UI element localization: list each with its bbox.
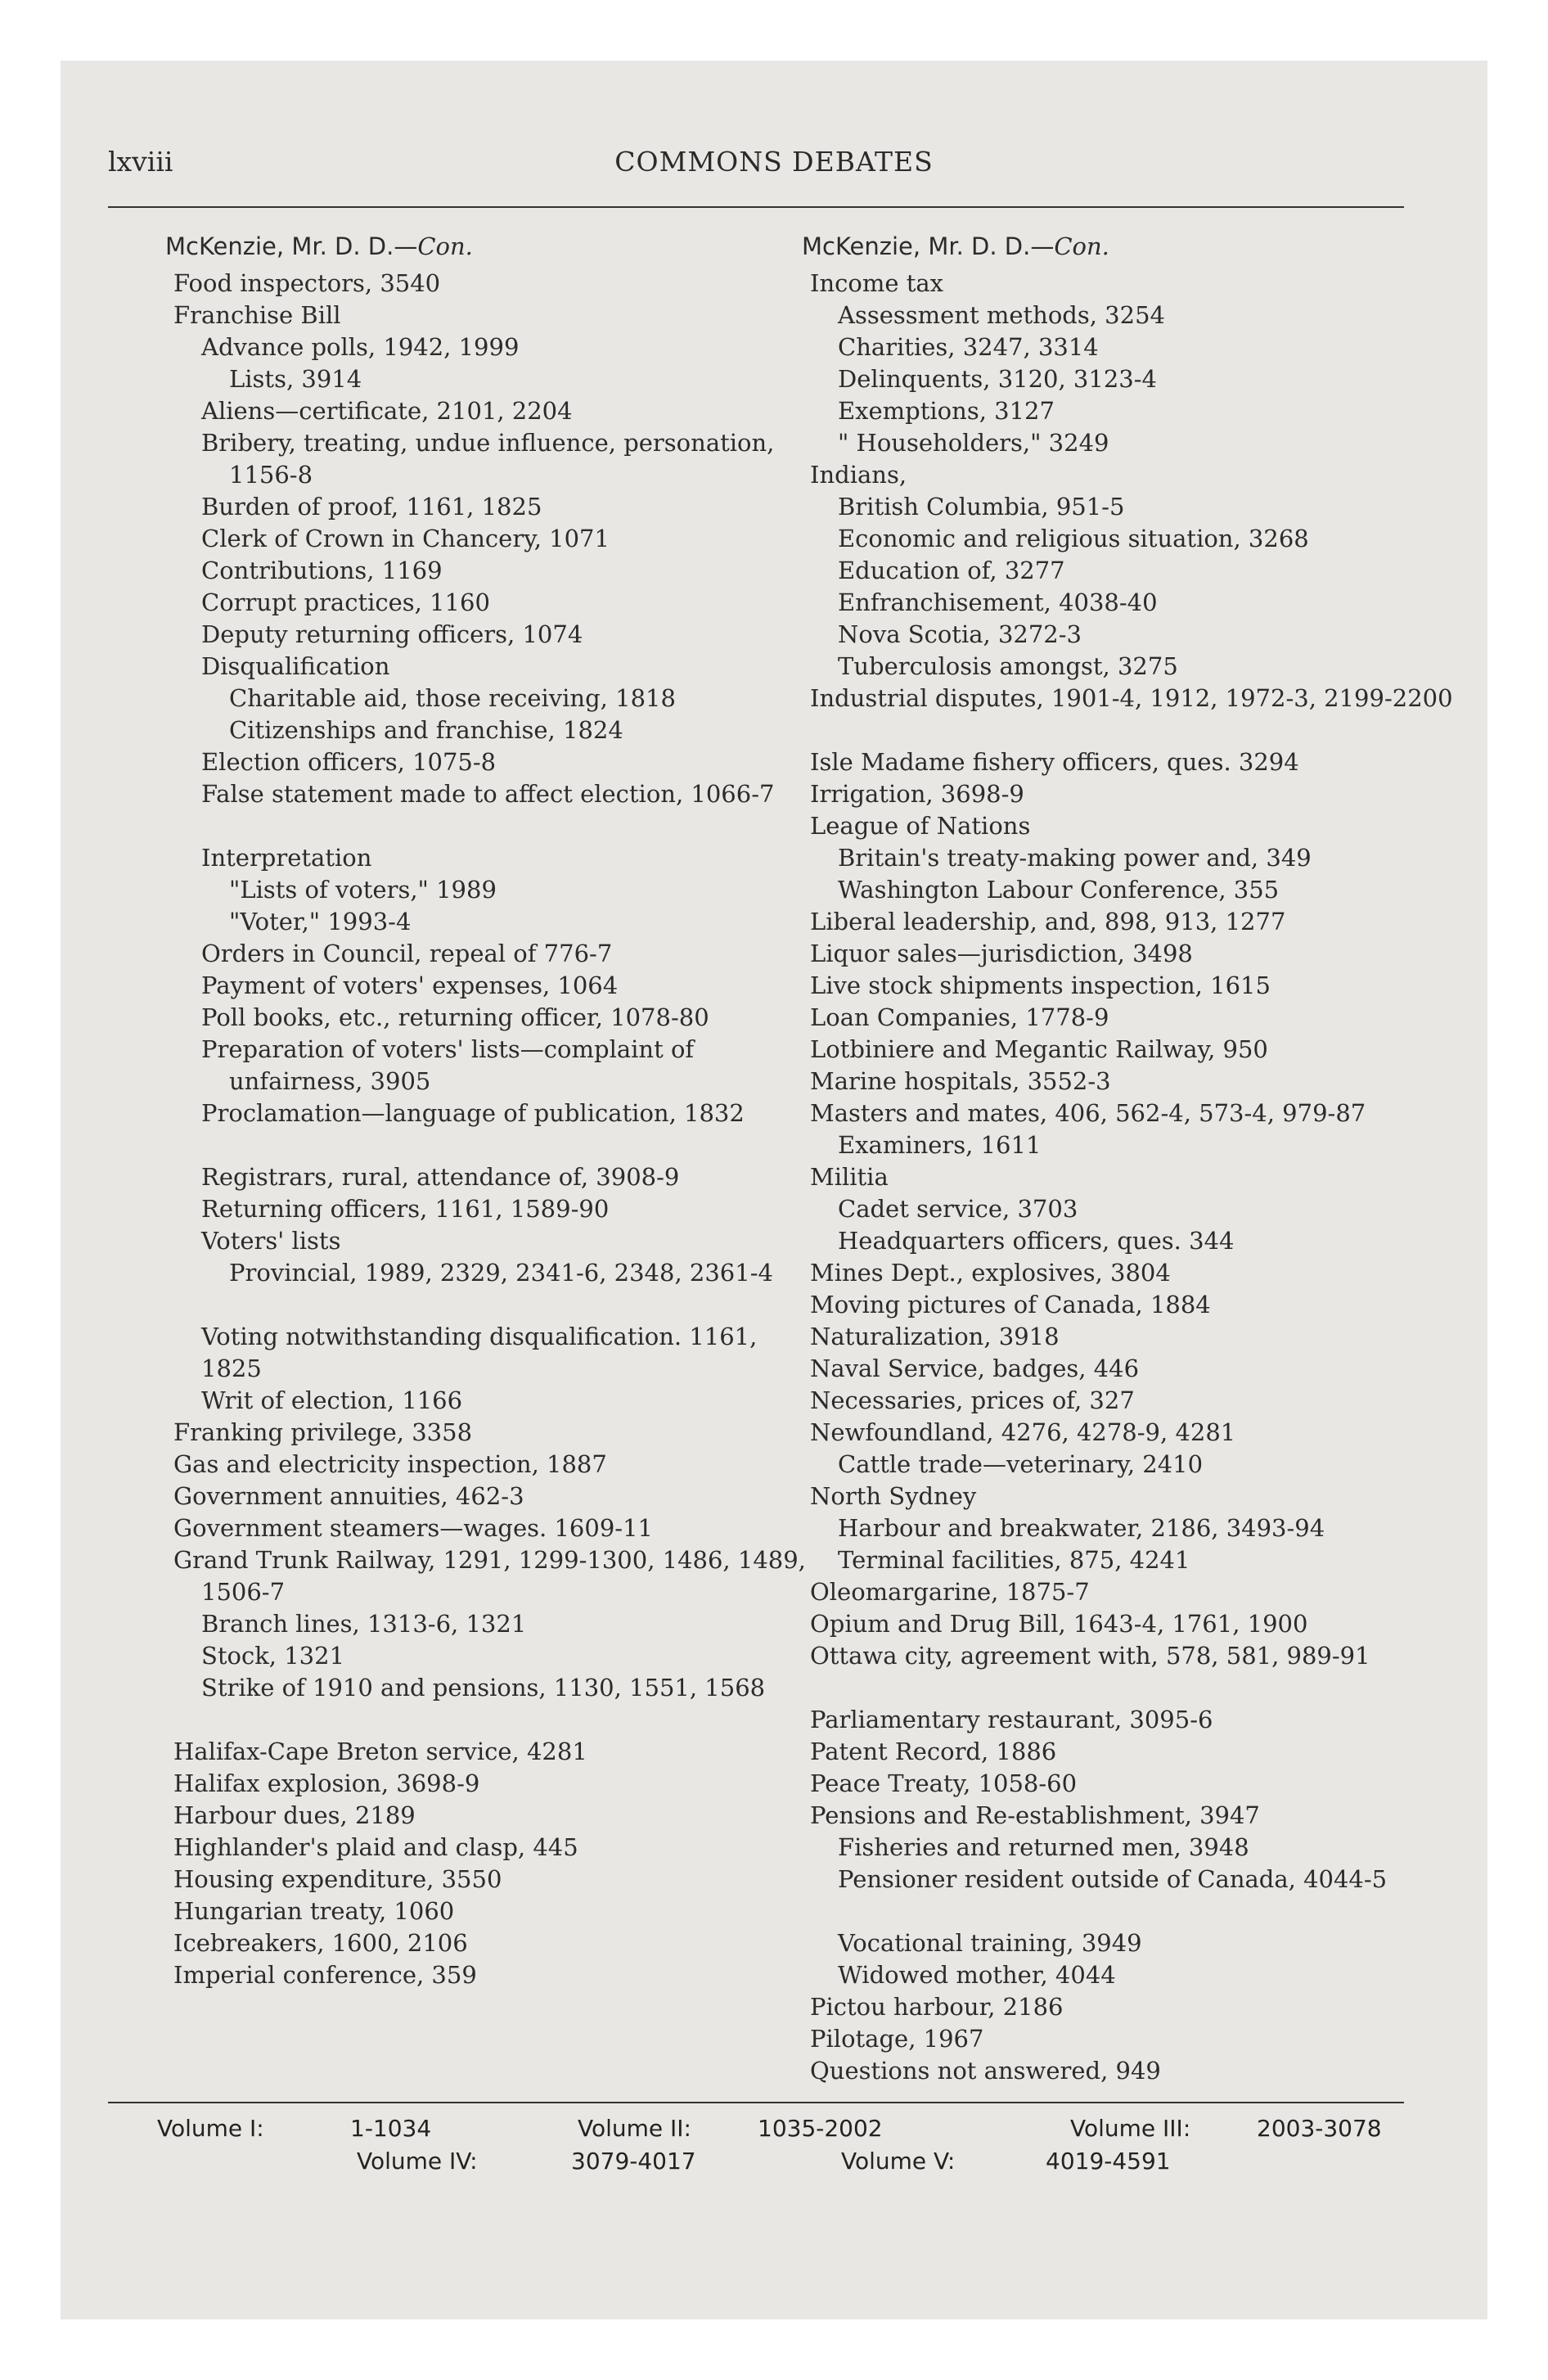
index-entry: Peace Treaty, 1058-60: [810, 1769, 1078, 1797]
volume-5-label: Volume V:: [841, 2148, 956, 2175]
index-entry: Newfoundland, 4276, 4278-9, 4281: [810, 1418, 1236, 1446]
index-entry: Strike of 1910 and pensions, 1130, 1551, 1568: [201, 1674, 766, 1702]
index-entry: Tuberculosis amongst, 3275: [838, 652, 1178, 680]
index-entry: Citizenships and franchise, 1824: [229, 716, 623, 744]
index-entry: Advance polls, 1942, 1999: [201, 333, 520, 361]
index-entry: Terminal facilities, 875, 4241: [838, 1546, 1190, 1574]
index-entry: Industrial disputes, 1901-4, 1912, 1972-3, 2199-2200: [810, 684, 1453, 712]
index-entry: Lists, 3914: [229, 365, 362, 393]
volume-3-range: 2003-3078: [1257, 2115, 1382, 2142]
index-entry: Vocational training, 3949: [838, 1929, 1142, 1957]
index-entry: Franking privilege, 3358: [173, 1418, 473, 1446]
index-entry: Naval Service, badges, 446: [810, 1355, 1140, 1382]
page-title: COMMONS DEBATES: [614, 146, 934, 178]
index-entry: Opium and Drug Bill, 1643-4, 1761, 1900: [810, 1610, 1308, 1638]
index-entry: Charitable aid, those receiving, 1818: [229, 684, 676, 712]
index-entry: Poll books, etc., returning officer, 1078-80: [201, 1003, 709, 1031]
volume-5-range: 4019-4591: [1046, 2148, 1171, 2175]
index-entry: Harbour and breakwater, 2186, 3493-94: [838, 1514, 1325, 1542]
volume-1-range: 1-1034: [350, 2115, 432, 2142]
index-entry: Provincial, 1989, 2329, 2341-6, 2348, 2361-4: [229, 1259, 773, 1287]
right-column-heading: [802, 232, 1109, 260]
index-entry: False statement made to affect election, 1066-7: [201, 780, 775, 808]
volume-1-label: Volume I:: [157, 2115, 264, 2142]
index-entry: Education of, 3277: [838, 557, 1065, 584]
index-entry: Assessment methods, 3254: [838, 301, 1165, 329]
index-entry: Naturalization, 3918: [810, 1323, 1060, 1350]
index-entry: Liquor sales—jurisdiction, 3498: [810, 940, 1193, 967]
index-entry: Pilotage, 1967: [810, 2025, 984, 2053]
index-entry: British Columbia, 951-5: [838, 493, 1125, 521]
index-entry: Housing expenditure, 3550: [173, 1865, 502, 1893]
index-entry: Live stock shipments inspection, 1615: [810, 971, 1271, 999]
index-entry: Government steamers—wages. 1609-11: [173, 1514, 653, 1542]
index-entry: Indians,: [810, 461, 907, 489]
index-entry: Fisheries and returned men, 3948: [838, 1833, 1249, 1861]
index-entry: Nova Scotia, 3272-3: [838, 620, 1082, 648]
index-entry: Proclamation—language of publication, 1832: [201, 1099, 745, 1127]
index-entry: Oleomargarine, 1875-7: [810, 1578, 1090, 1606]
index-entry: "Lists of voters," 1989: [229, 876, 497, 904]
index-entry: Marine hospitals, 3552-3: [810, 1067, 1111, 1095]
volume-2-label: Volume II:: [578, 2115, 691, 2142]
index-entry: Hungarian treaty, 1060: [173, 1897, 455, 1925]
left-column-heading: [165, 232, 473, 260]
index-entry: Headquarters officers, ques. 344: [838, 1227, 1235, 1255]
index-entry: Questions not answered, 949: [810, 2057, 1161, 2085]
index-entry: Pensioner resident outside of Canada, 4044-5: [838, 1865, 1388, 1893]
index-entry: Exemptions, 3127: [838, 397, 1055, 425]
index-entry: League of Nations: [810, 812, 1031, 840]
index-entry: Writ of election, 1166: [201, 1386, 463, 1414]
index-entry: Loan Companies, 1778-9: [810, 1003, 1109, 1031]
index-entry: "Voter," 1993-4: [229, 908, 412, 935]
left-heading-suffix: Con.: [417, 232, 473, 260]
index-entry: Enfranchisement, 4038-40: [838, 588, 1158, 616]
index-entry: Disqualification: [201, 652, 390, 680]
index-entry: Income tax: [810, 269, 944, 297]
index-entry: Government annuities, 462-3: [173, 1482, 524, 1510]
index-entry: Bribery, treating, undue influence, personation, 1156-8: [201, 429, 775, 489]
index-entry: Interpretation: [201, 844, 372, 872]
volume-2-range: 1035-2002: [758, 2115, 883, 2142]
index-entry: Aliens—certificate, 2101, 2204: [201, 397, 573, 425]
index-entry: Parliamentary restaurant, 3095-6: [810, 1706, 1213, 1733]
index-entry: Cadet service, 3703: [838, 1195, 1078, 1223]
index-entry: Imperial conference, 359: [173, 1961, 477, 1989]
index-entry: Branch lines, 1313-6, 1321: [201, 1610, 527, 1638]
index-entry: Grand Trunk Railway, 1291, 1299-1300, 1486, 1489, 1506-7: [173, 1546, 806, 1606]
index-entry: Economic and religious situation, 3268: [838, 525, 1309, 552]
index-entry: Stock, 1321: [201, 1642, 345, 1670]
index-entry: Icebreakers, 1600, 2106: [173, 1929, 468, 1957]
index-entry: Widowed mother, 4044: [838, 1961, 1116, 1989]
index-entry: Clerk of Crown in Chancery, 1071: [201, 525, 610, 552]
index-entry: Deputy returning officers, 1074: [201, 620, 583, 648]
index-entry: Preparation of voters' lists—complaint of unfairness, 3905: [201, 1035, 695, 1095]
left-heading-text: McKenzie, Mr. D. D.—: [165, 232, 418, 260]
index-entry: North Sydney: [810, 1482, 977, 1510]
index-entry: Food inspectors, 3540: [173, 269, 441, 297]
index-entry: Washington Labour Conference, 355: [838, 876, 1280, 904]
index-entry: Cattle trade—veterinary, 2410: [838, 1450, 1204, 1478]
index-entry: Lotbiniere and Megantic Railway, 950: [810, 1035, 1268, 1063]
index-entry: Moving pictures of Canada, 1884: [810, 1291, 1211, 1318]
index-entry: Examiners, 1611: [838, 1131, 1042, 1159]
volume-4-range: 3079-4017: [571, 2148, 696, 2175]
index-entry: Isle Madame fishery officers, ques. 3294: [810, 748, 1299, 776]
volume-3-label: Volume III:: [1070, 2115, 1191, 2142]
header-rule: [108, 206, 1404, 208]
index-entry: Pictou harbour, 2186: [810, 1993, 1064, 2021]
index-entry: Halifax explosion, 3698-9: [173, 1769, 480, 1797]
volume-4-label: Volume IV:: [357, 2148, 478, 2175]
right-heading-text: McKenzie, Mr. D. D.—: [802, 232, 1055, 260]
index-entry: Halifax-Cape Breton service, 4281: [173, 1738, 587, 1765]
index-entry: Election officers, 1075-8: [201, 748, 497, 776]
index-entry: Irrigation, 3698-9: [810, 780, 1024, 808]
index-entry: Delinquents, 3120, 3123-4: [838, 365, 1157, 393]
index-entry: Masters and mates, 406, 562-4, 573-4, 979-87: [810, 1099, 1366, 1127]
footer-rule: [108, 2102, 1404, 2103]
index-entry: Britain's treaty-making power and, 349: [838, 844, 1312, 872]
index-entry: " Householders," 3249: [838, 429, 1109, 457]
index-entry: Payment of voters' expenses, 1064: [201, 971, 619, 999]
index-entry: Charities, 3247, 3314: [838, 333, 1099, 361]
index-entry: Returning officers, 1161, 1589-90: [201, 1195, 610, 1223]
index-entry: Franchise Bill: [173, 301, 341, 329]
index-entry: Voters' lists: [201, 1227, 341, 1255]
page-number: lxviii: [108, 146, 173, 178]
index-entry: Corrupt practices, 1160: [201, 588, 490, 616]
index-entry: Liberal leadership, and, 898, 913, 1277: [810, 908, 1286, 935]
index-entry: Burden of proof, 1161, 1825: [201, 493, 542, 521]
index-entry: Contributions, 1169: [201, 557, 443, 584]
index-entry: Voting notwithstanding disqualification. 1161, 1825: [201, 1323, 758, 1382]
index-entry: Militia: [810, 1163, 889, 1191]
index-entry: Patent Record, 1886: [810, 1738, 1057, 1765]
index-entry: Harbour dues, 2189: [173, 1801, 416, 1829]
index-entry: Pensions and Re-establishment, 3947: [810, 1801, 1260, 1829]
index-entry: Orders in Council, repeal of 776-7: [201, 940, 613, 967]
index-entry: Ottawa city, agreement with, 578, 581, 989-91: [810, 1642, 1370, 1670]
index-entry: Mines Dept., explosives, 3804: [810, 1259, 1171, 1287]
index-entry: Gas and electricity inspection, 1887: [173, 1450, 607, 1478]
index-entry: Highlander's plaid and clasp, 445: [173, 1833, 578, 1861]
index-entry: Necessaries, prices of, 327: [810, 1386, 1135, 1414]
index-entry: Registrars, rural, attendance of, 3908-9: [201, 1163, 680, 1191]
right-heading-suffix: Con.: [1054, 232, 1109, 260]
